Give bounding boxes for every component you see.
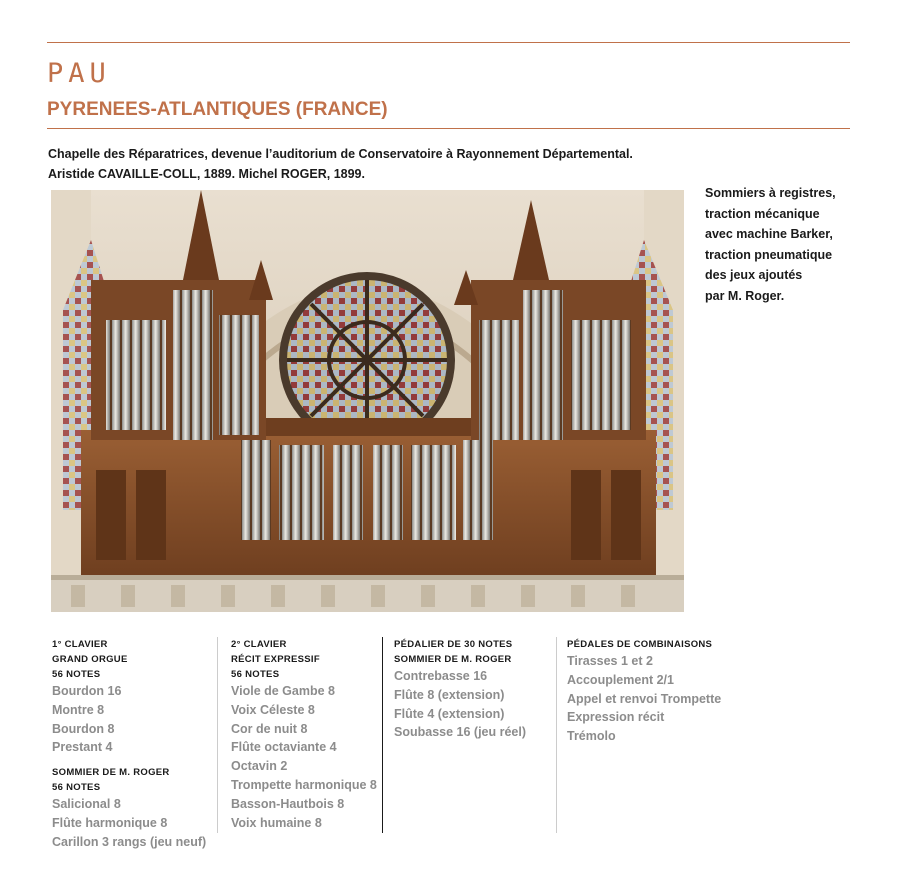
note-line: Sommiers à registres,	[705, 186, 836, 200]
section-header: 1° CLAVIER	[52, 639, 108, 650]
stop-item: Flûte octaviante 4	[231, 740, 337, 755]
combinaisons-column	[567, 637, 721, 746]
section-header: 56 NOTES	[231, 669, 280, 680]
section-header: PÉDALES DE COMBINAISONS	[567, 639, 713, 650]
pedalier-column	[394, 637, 526, 742]
note-line: par M. Roger.	[705, 288, 785, 303]
stop-item: Voix Céleste 8	[231, 702, 315, 717]
stop-item: Cor de nuit 8	[231, 721, 308, 736]
note-line: traction pneumatique	[705, 247, 833, 262]
note-line: traction mécanique	[705, 206, 820, 221]
subtitle-rule	[47, 128, 850, 129]
stop-item: Carillon 3 rangs (jeu neuf)	[52, 834, 207, 849]
intro-line: Aristide CAVAILLE-COLL, 1889. Michel ROGER, 1899.	[48, 167, 365, 181]
technical-note	[705, 183, 836, 306]
stop-item: Trompette harmonique 8	[231, 777, 377, 792]
stop-item: Flûte harmonique 8	[52, 815, 168, 830]
stop-item: Flûte 4 (extension)	[394, 706, 505, 721]
note-line: des jeux ajoutés	[705, 268, 803, 282]
stop-item: Basson-Hautbois 8	[231, 796, 345, 811]
stop-item: Expression récit	[567, 710, 665, 725]
stop-item: Bourdon 16	[52, 684, 122, 698]
page-title: PAU	[47, 58, 111, 89]
stop-item: Soubasse 16 (jeu réel)	[394, 725, 527, 740]
stop-item: Appel et renvoi Trompette	[567, 691, 722, 706]
intro-line: Chapelle des Réparatrices, devenue l’auditorium de Conservatoire à Rayonnement Départemental.	[48, 147, 633, 161]
top-rule	[47, 42, 850, 43]
note-line: avec machine Barker,	[705, 227, 833, 241]
section-header: SOMMIER DE M. ROGER	[52, 767, 170, 779]
column-divider	[556, 637, 557, 833]
stop-item: Bourdon 8	[52, 721, 115, 736]
section-header: GRAND ORGUE	[52, 654, 128, 665]
stop-item: Salicional 8	[52, 797, 121, 812]
stop-item: Tirasses 1 et 2	[567, 654, 653, 668]
section-header: RÉCIT EXPRESSIF	[231, 654, 320, 665]
intro-text	[48, 144, 633, 184]
page-subtitle: PYRENEES-ATLANTIQUES (FRANCE)	[47, 99, 388, 120]
stop-item: Accouplement 2/1	[567, 672, 674, 687]
section-header: PÉDALIER DE 30 NOTES	[394, 639, 513, 650]
stop-item: Trémolo	[567, 729, 616, 744]
column-divider	[217, 637, 218, 833]
clavier-1-column	[52, 637, 206, 852]
section-header: 2° CLAVIER	[231, 639, 287, 650]
section-header: 56 NOTES	[52, 782, 101, 794]
stop-item: Prestant 4	[52, 740, 113, 755]
stop-item: Voix humaine 8	[231, 815, 322, 830]
stop-item: Contrebasse 16	[394, 669, 488, 683]
clavier-2-column	[231, 637, 377, 832]
stop-item: Flûte 8 (extension)	[394, 687, 505, 702]
stop-item: Viole de Gambe 8	[231, 684, 335, 698]
stop-item: Octavin 2	[231, 759, 288, 774]
stop-item: Montre 8	[52, 702, 105, 717]
section-header: SOMMIER DE M. ROGER	[394, 654, 512, 665]
column-divider	[382, 637, 383, 833]
organ-photo	[51, 190, 684, 612]
section-header: 56 NOTES	[52, 669, 101, 680]
